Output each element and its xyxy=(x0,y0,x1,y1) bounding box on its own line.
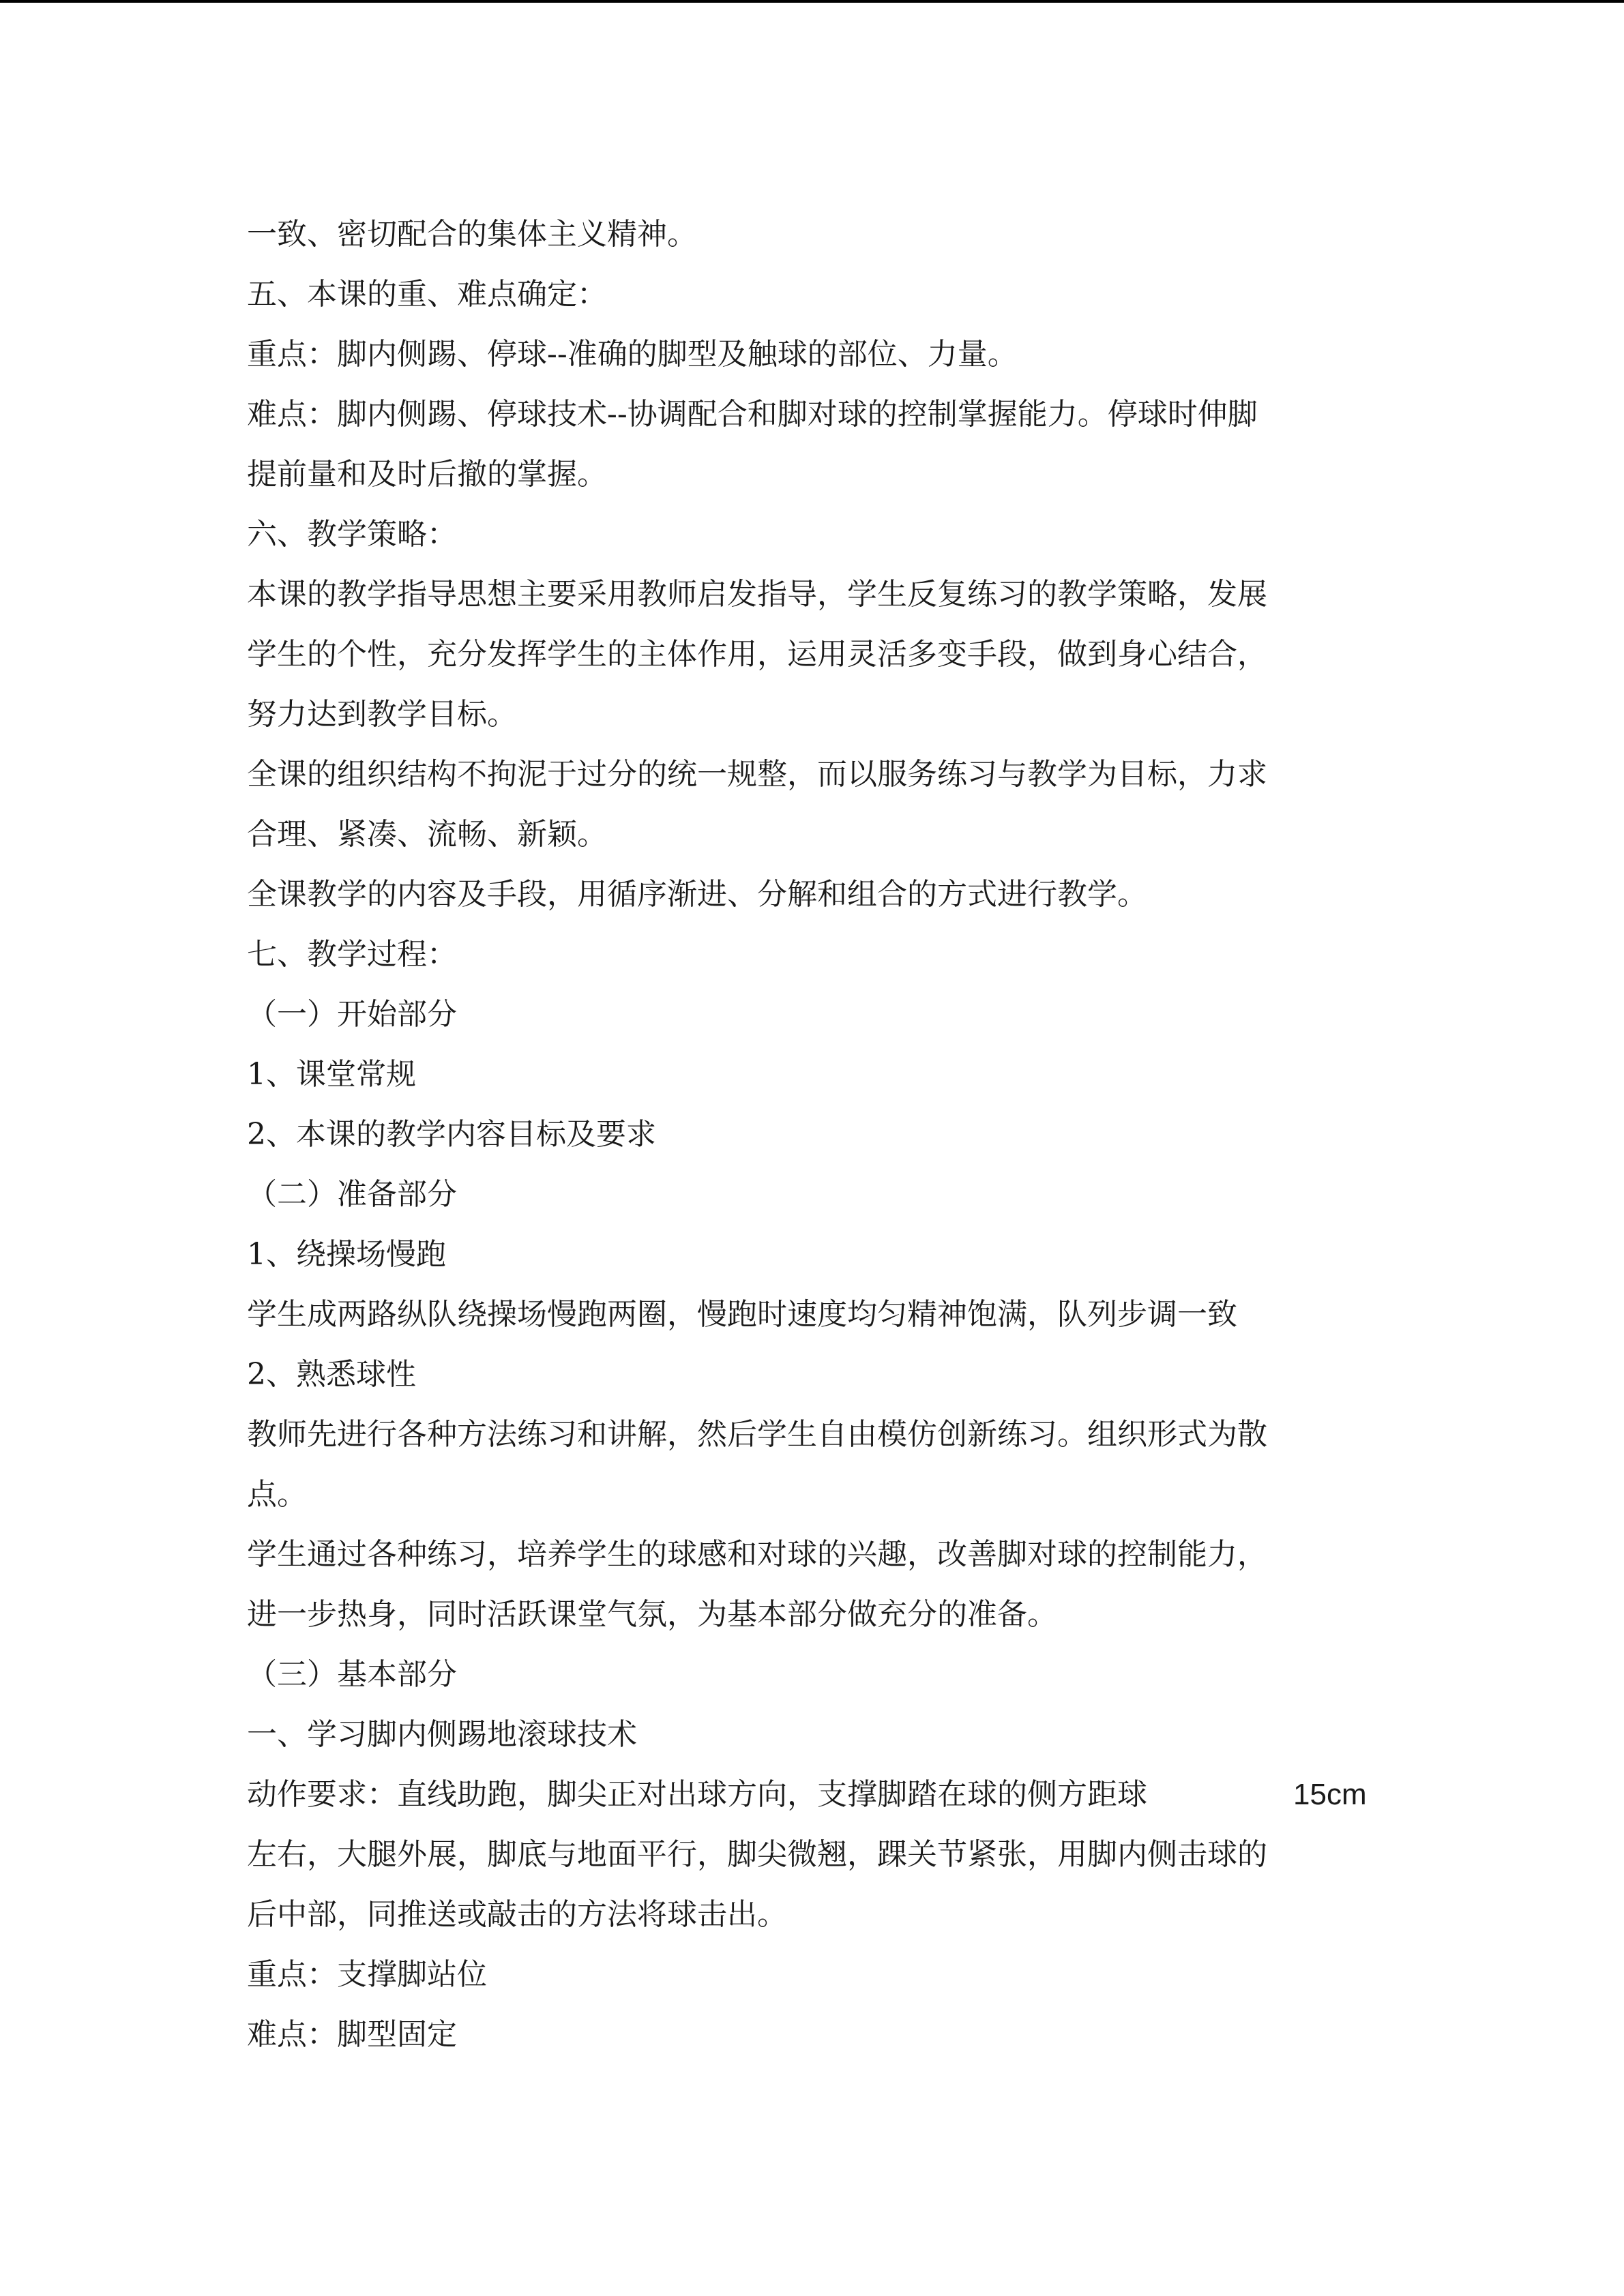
text-line: 本课的教学指导思想主要采用教师启发指导，学生反复练习的教学策略，发展 xyxy=(247,577,1267,612)
section-heading-process: 七、教学过程： xyxy=(247,937,457,972)
text-line: 学生通过各种练习，培养学生的球感和对球的兴趣，改善脚对球的控制能力， xyxy=(247,1537,1267,1572)
subsection-heading-basic: （三）基本部分 xyxy=(247,1657,457,1692)
document-body xyxy=(247,205,1379,2065)
text-line: 合理、紧凑、流畅、新颖。 xyxy=(247,817,607,852)
text-line: 一致、密切配合的集体主义精神。 xyxy=(247,217,697,252)
text-line: 重点：脚内侧踢、停球--准确的脚型及触球的部位、力量。 xyxy=(247,337,1018,372)
text-line: 全课的组织结构不拘泥于过分的统一规整，而以服务练习与教学为目标，力求 xyxy=(247,757,1267,792)
text-line: 点。 xyxy=(247,1477,307,1512)
measurement-value: 15cm xyxy=(1293,1778,1367,1811)
subsection-heading-prepare: （二）准备部分 xyxy=(247,1177,457,1212)
text-line: 全课教学的内容及手段，用循序渐进、分解和组合的方式进行教学。 xyxy=(247,877,1147,912)
page-top-border xyxy=(0,0,1624,3)
text-line: 教师先进行各种方法练习和讲解，然后学生自由模仿创新练习。组织形式为散 xyxy=(247,1417,1267,1452)
topic-heading: 一、学习脚内侧踢地滚球技术 xyxy=(247,1717,637,1752)
text-line: 重点：支撑脚站位 xyxy=(247,1957,487,1992)
text-line: 难点：脚内侧踢、停球技术--协调配合和脚对球的控制掌握能力。停球时伸脚 xyxy=(247,397,1258,432)
list-item: 1、课堂常规 xyxy=(247,1057,416,1092)
text-line: 进一步热身，同时活跃课堂气氛，为基本部分做充分的准备。 xyxy=(247,1597,1057,1632)
subsection-heading-start: （一）开始部分 xyxy=(247,997,457,1032)
text-line: 提前量和及时后撤的掌握。 xyxy=(247,457,607,492)
list-item: 1、绕操场慢跑 xyxy=(247,1237,446,1272)
text-line: 难点：脚型固定 xyxy=(247,2017,457,2052)
text-line: 学生的个性，充分发挥学生的主体作用，运用灵活多变手段，做到身心结合， xyxy=(247,637,1267,672)
list-item: 2、熟悉球性 xyxy=(247,1357,416,1392)
text-line: 后中部，同推送或敲击的方法将球击出。 xyxy=(247,1897,787,1932)
text-line: 学生成两路纵队绕操场慢跑两圈，慢跑时速度均匀精神饱满，队列步调一致 xyxy=(247,1297,1237,1332)
section-heading-key-points: 五、本课的重、难点确定： xyxy=(247,277,607,312)
section-heading-strategy: 六、教学策略： xyxy=(247,517,457,552)
text-line-head: 动作要求：直线助跑，脚尖正对出球方向，支撑脚踏在球的侧方距球 xyxy=(247,1777,1147,1812)
text-line: 努力达到教学目标。 xyxy=(247,697,517,732)
text-line-with-measurement xyxy=(247,1765,1379,1825)
list-item: 2、本课的教学内容目标及要求 xyxy=(247,1117,656,1152)
text-line: 左右，大腿外展，脚底与地面平行，脚尖微翘，踝关节紧张，用脚内侧击球的 xyxy=(247,1837,1267,1872)
